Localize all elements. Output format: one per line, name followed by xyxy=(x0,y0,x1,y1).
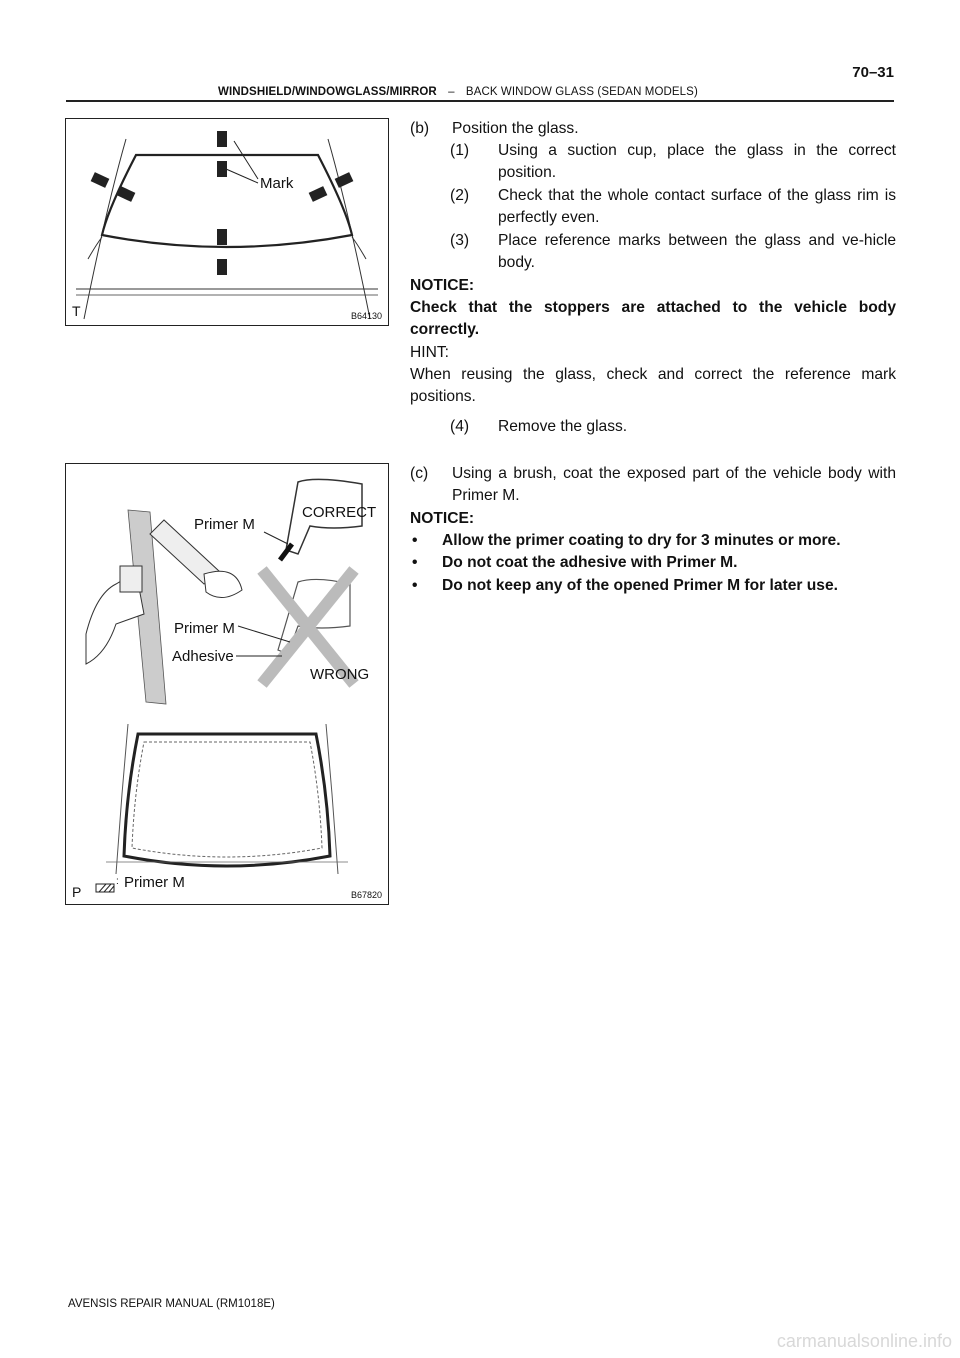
step-b3-num: (3) xyxy=(450,232,470,249)
label-correct: CORRECT xyxy=(302,504,377,521)
corner-letter-p: P xyxy=(72,884,82,900)
bullet-glyph: • xyxy=(412,576,418,594)
legend-primer-m: Primer M xyxy=(124,874,185,891)
label-primer-m-mid: Primer M xyxy=(174,620,235,637)
figure-code: B64130 xyxy=(350,311,382,321)
bullet-item xyxy=(412,530,898,552)
header-rule xyxy=(66,100,894,102)
label-mark: Mark xyxy=(260,175,294,192)
glass-position-illustration xyxy=(66,119,388,325)
bullet-item xyxy=(412,575,898,597)
step-b-label: (b) xyxy=(410,120,430,137)
notice-1-text: Check that the stoppers are attached to the vehicle body correctly. xyxy=(410,299,896,339)
footer-manual-title: AVENSIS REPAIR MANUAL (RM1018E) xyxy=(68,1298,275,1310)
corner-letter-t: T xyxy=(72,303,81,319)
step-b1 xyxy=(450,140,896,185)
figure-code: B67820 xyxy=(350,890,382,900)
step-b xyxy=(410,118,896,140)
section-header xyxy=(218,86,698,98)
notice-2-title: NOTICE: xyxy=(410,510,475,527)
label-wrong: WRONG xyxy=(310,666,370,683)
step-b4-num: (4) xyxy=(450,418,470,435)
legend-colon: : xyxy=(116,876,119,887)
bullet-text: Do not keep any of the opened Primer M for later use. xyxy=(442,576,838,594)
section-dash: – xyxy=(448,86,455,98)
figure-glass-position xyxy=(65,118,389,326)
step-b1-num: (1) xyxy=(450,142,470,159)
step-b2-text: Check that the whole contact surface of the glass rim is perfectly even. xyxy=(498,187,896,227)
label-adhesive: Adhesive xyxy=(172,648,234,665)
step-b2-num: (2) xyxy=(450,187,470,204)
hint-text: When reusing the glass, check and correct the reference mark positions. xyxy=(410,366,896,406)
step-b-text: Position the glass. xyxy=(452,120,579,137)
step-b4 xyxy=(450,416,896,438)
hint-title: HINT: xyxy=(410,344,449,361)
bullet-text: Allow the primer coating to dry for 3 minutes or more. xyxy=(442,532,841,549)
step-b1-text: Using a suction cup, place the glass in the correct position. xyxy=(498,142,896,182)
step-c xyxy=(410,463,896,508)
step-c-text: Using a brush, coat the exposed part of the vehicle body with Primer M. xyxy=(452,465,896,505)
bullet-text: Do not coat the adhesive with Primer M. xyxy=(442,554,738,572)
step-b4-text: Remove the glass. xyxy=(498,418,628,435)
notice-2-bullets xyxy=(412,530,898,597)
label-primer-m-top: Primer M xyxy=(194,516,255,533)
step-b3 xyxy=(450,230,896,275)
figure-primer-application xyxy=(65,463,389,905)
page-number: 70–31 xyxy=(852,64,894,81)
notice-1-title: NOTICE: xyxy=(410,277,475,294)
step-b2 xyxy=(450,185,896,230)
step-c-label: (c) xyxy=(410,465,429,482)
bullet-glyph: • xyxy=(412,532,418,549)
watermark: carmanualsonline.info xyxy=(776,1331,952,1351)
bullet-item xyxy=(412,552,898,574)
subsection-title: BACK WINDOW GLASS (SEDAN MODELS) xyxy=(465,86,698,98)
section-title: WINDSHIELD/WINDOWGLASS/MIRROR xyxy=(218,86,437,98)
bullet-glyph: • xyxy=(412,554,418,572)
step-b3-text: Place reference marks between the glass and ve-hicle body. xyxy=(498,232,896,272)
